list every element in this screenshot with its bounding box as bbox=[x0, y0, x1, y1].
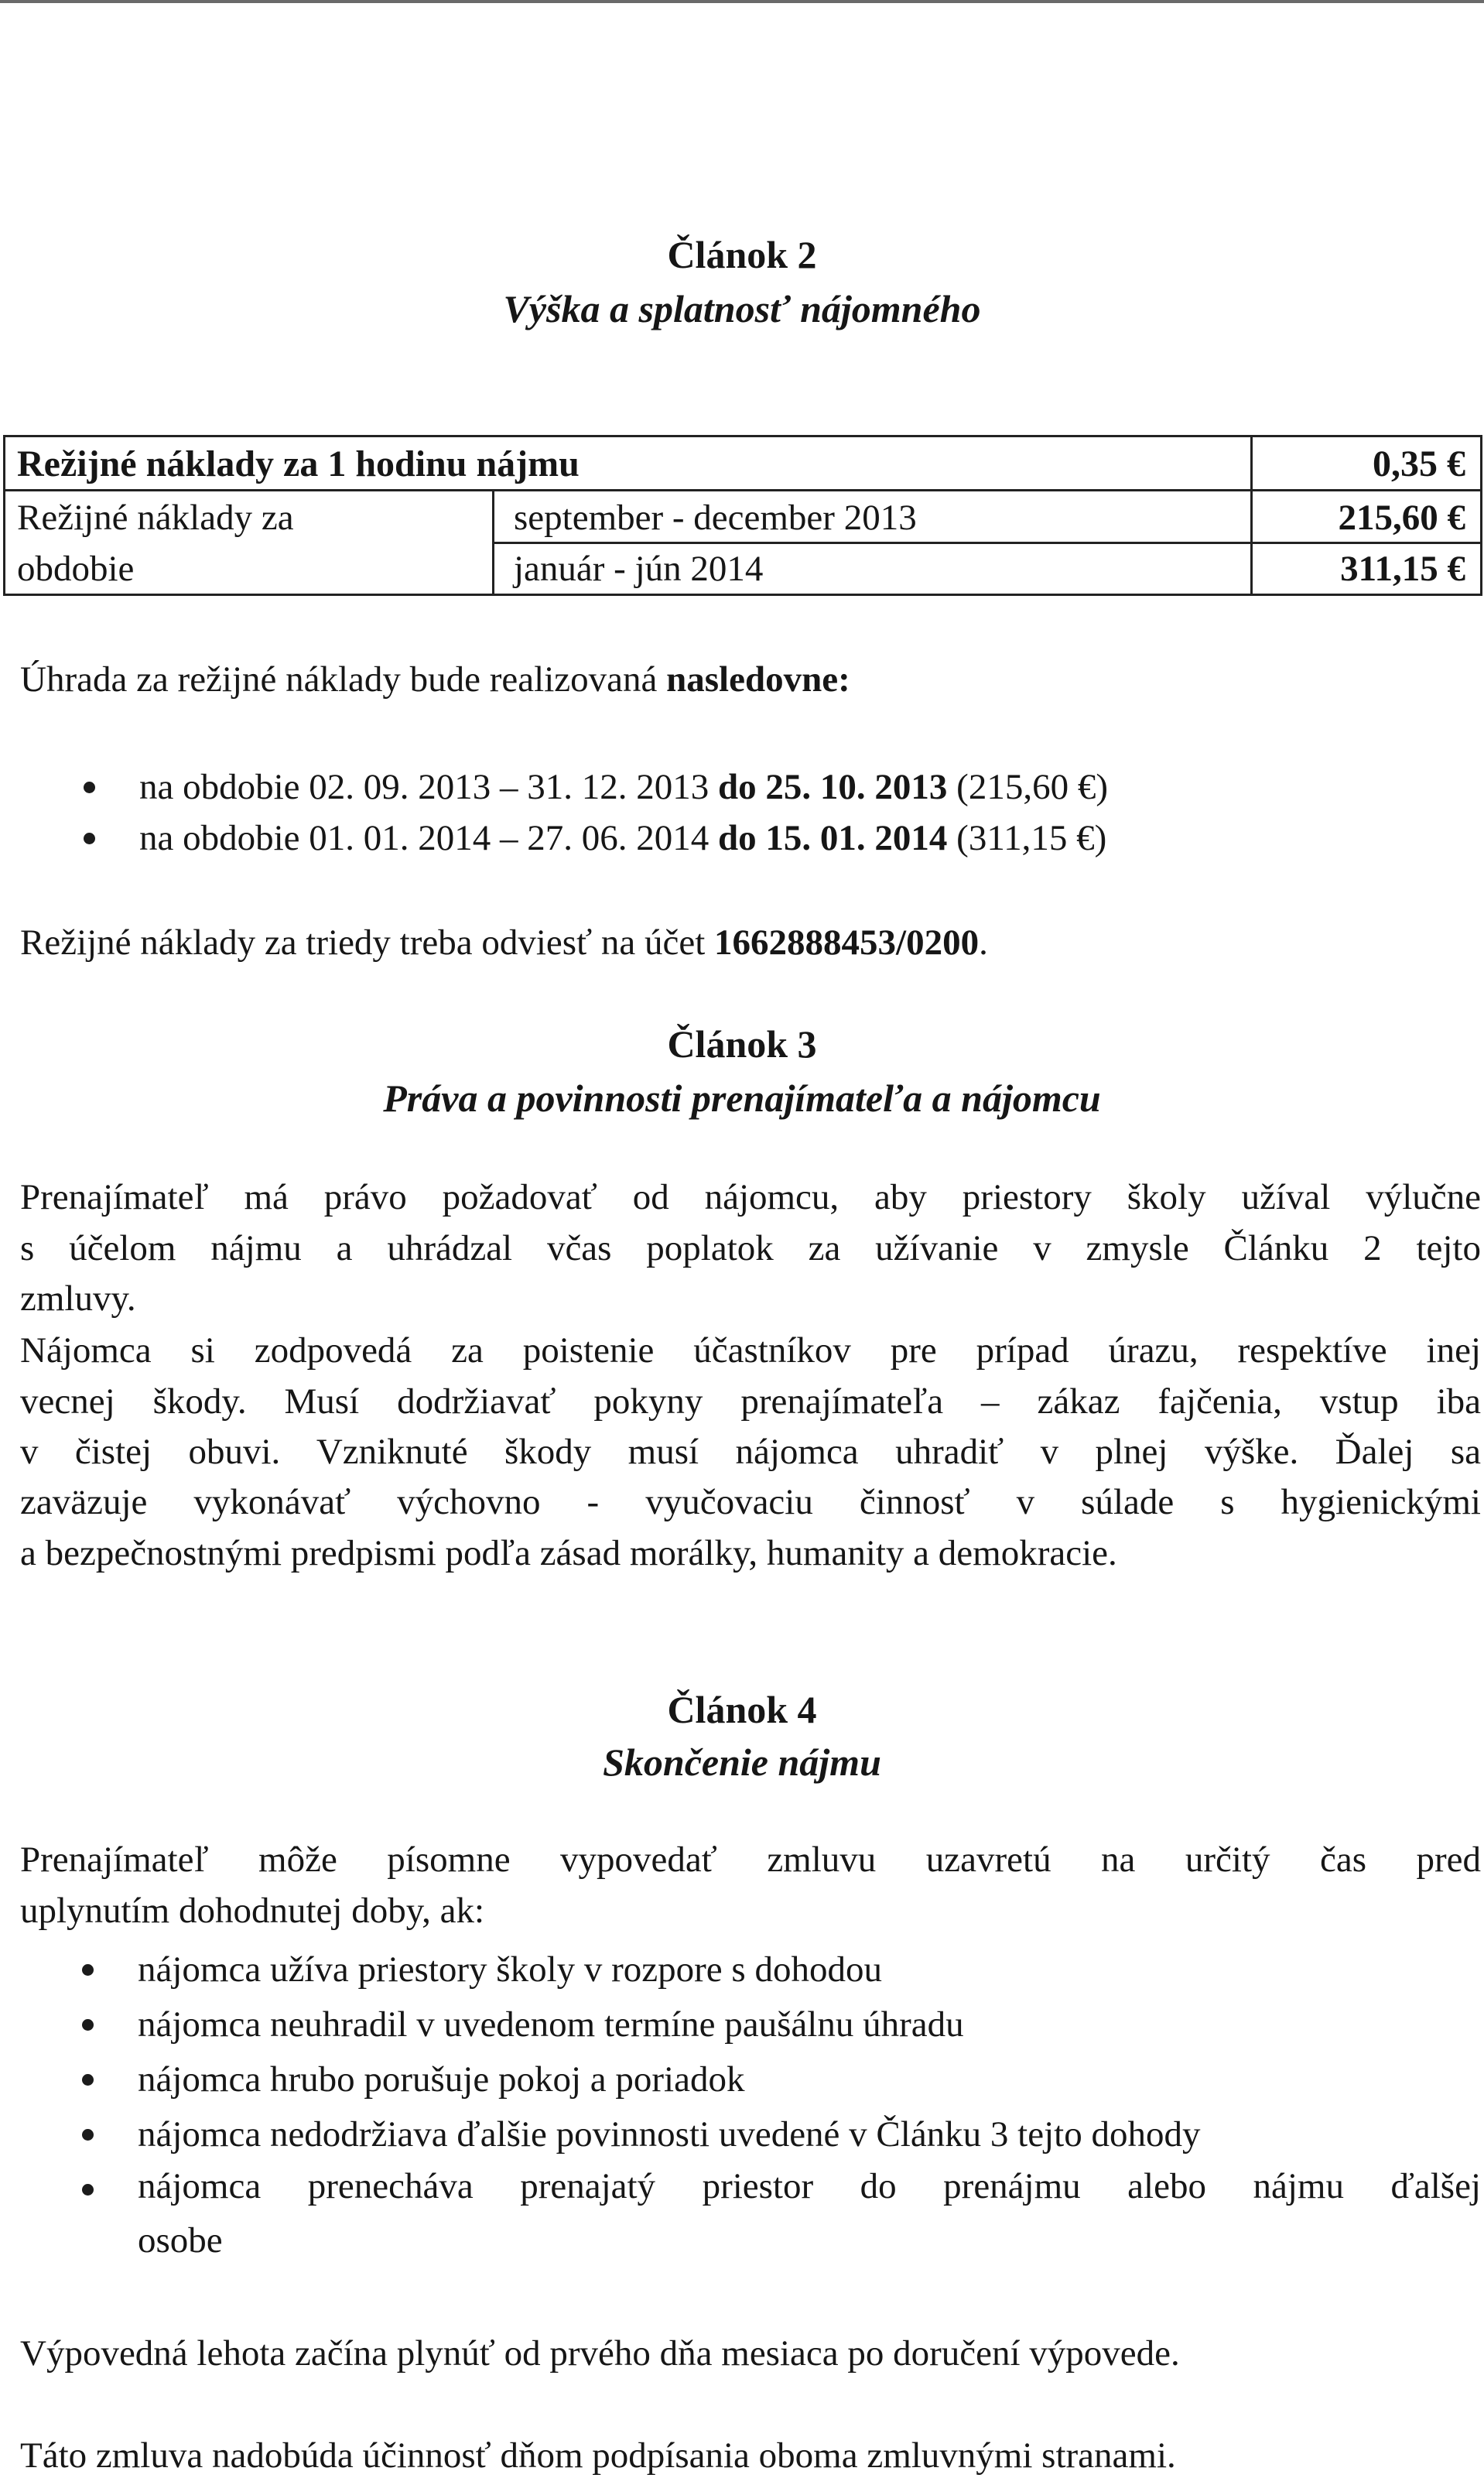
bullet-icon bbox=[84, 833, 95, 844]
article-3-subtitle: Práva a povinnosti prenajímateľa a nájomcu bbox=[383, 1076, 1101, 1120]
payment-intro-bold: nasledovne: bbox=[666, 659, 850, 700]
article-4-title: Článok 4 bbox=[667, 1688, 817, 1731]
payment-item-1 bbox=[139, 766, 1108, 808]
article-3-line-2: s účelom nájmu a uhrádzal včas poplatok za užívanie v zmysle Článku 2 tejto bbox=[20, 1228, 1481, 1268]
termination-item-1 bbox=[138, 1949, 882, 1990]
termination-item-5-text: nájomca prenecháva prenajatý priestor do prenájmu alebo nájmu ďalšej bbox=[138, 2166, 1481, 2206]
article-3-line-1: Prenajímateľ má právo požadovať od nájomcu, aby priestory školy užíval výlučne bbox=[20, 1177, 1481, 1217]
account-number: 1662888453/0200 bbox=[714, 922, 980, 963]
overhead-costs-table bbox=[3, 435, 1482, 596]
article-3-line-5: vecnej škody. Musí dodržiavať pokyny prenajímateľa – zákaz fajčenia, vstup iba bbox=[20, 1381, 1481, 1422]
table-row3-period: január - jún 2014 bbox=[514, 549, 764, 589]
payment-item-2 bbox=[139, 817, 1106, 859]
table-row3-value: 311,15 € bbox=[1340, 549, 1465, 589]
payment-intro bbox=[20, 659, 1481, 700]
payment-item-2-amount: (311,15 €) bbox=[947, 818, 1107, 858]
payment-item-2-text: na obdobie 01. 01. 2014 – 27. 06. 2014 bbox=[139, 818, 719, 858]
termination-item-3-text: nájomca hrubo porušuje pokoj a poriadok bbox=[138, 2059, 745, 2100]
article-3-line-6: v čistej obuvi. Vzniknuté škody musí nájomca uhradiť v plnej výške. Ďalej sa bbox=[20, 1432, 1481, 1472]
termination-item-2-text: nájomca neuhradil v uvedenom termíne paušálnu úhradu bbox=[138, 2004, 964, 2045]
payment-item-1-deadline: do 25. 10. 2013 bbox=[718, 767, 948, 807]
table-period-label-line1: Režijné náklady za bbox=[17, 498, 294, 538]
article-4-intro-line-2: uplynutím dohodnutej doby, ak: bbox=[20, 1891, 485, 1931]
bullet-icon bbox=[82, 2074, 94, 2086]
termination-item-5-continuation: osobe bbox=[138, 2220, 223, 2261]
bullet-icon bbox=[82, 2184, 94, 2196]
table-row1-label: Režijné náklady za 1 hodinu nájmu bbox=[17, 443, 580, 484]
termination-item-1-text: nájomca užíva priestory školy v rozpore s dohodou bbox=[138, 1949, 882, 1990]
payment-item-1-amount: (215,60 €) bbox=[947, 767, 1108, 807]
payment-item-1-text: na obdobie 02. 09. 2013 – 31. 12. 2013 bbox=[139, 767, 719, 807]
termination-item-3 bbox=[138, 2059, 744, 2100]
article-3-title: Článok 3 bbox=[667, 1022, 817, 1066]
article-4-subtitle: Skončenie nájmu bbox=[603, 1740, 881, 1784]
termination-item-4 bbox=[138, 2113, 1200, 2155]
termination-item-4-text: nájomca nedodržiava ďalšie povinnosti uvedené v Článku 3 tejto dohody bbox=[138, 2114, 1201, 2155]
account-line bbox=[20, 922, 1481, 963]
payment-item-2-deadline: do 15. 01. 2014 bbox=[718, 818, 948, 858]
article-3-line-4: Nájomca si zodpovedá za poistenie účastníkov pre prípad úrazu, respektíve inej bbox=[20, 1330, 1481, 1371]
table-period-label-line2: obdobie bbox=[17, 549, 135, 589]
notice-period-text: Výpovedná lehota začína plynúť od prvého dňa mesiaca po doručení výpovede. bbox=[20, 2333, 1180, 2374]
account-end: . bbox=[979, 922, 988, 963]
article-2-title: Článok 2 bbox=[667, 233, 817, 276]
article-4-intro-line-1: Prenajímateľ môže písomne vypovedať zmluvu uzavretú na určitý čas pred bbox=[20, 1840, 1481, 1880]
termination-item-5 bbox=[138, 2168, 1481, 2205]
bullet-icon bbox=[82, 2019, 94, 2031]
table-row2-period: september - december 2013 bbox=[514, 498, 917, 538]
table-row1-value: 0,35 € bbox=[1373, 443, 1465, 484]
scan-top-edge bbox=[0, 0, 1484, 3]
table-row2-value: 215,60 € bbox=[1338, 498, 1465, 538]
effective-date-text: Táto zmluva nadobúda účinnosť dňom podpísania oboma zmluvnými stranami. bbox=[20, 2435, 1176, 2476]
bullet-icon bbox=[84, 782, 95, 793]
payment-intro-text: Úhrada za režijné náklady bude realizovaná bbox=[20, 659, 667, 700]
article-3-line-8: a bezpečnostnými predpismi podľa zásad morálky, humanity a demokracie. bbox=[20, 1533, 1117, 1573]
bullet-icon bbox=[82, 2129, 94, 2141]
termination-item-2 bbox=[138, 2004, 964, 2045]
article-3-line-7: zaväzuje vykonávať výchovno - vyučovaciu činnosť v súlade s hygienickými bbox=[20, 1482, 1481, 1522]
article-3-line-3: zmluvy. bbox=[20, 1278, 136, 1319]
article-2-subtitle: Výška a splatnosť nájomného bbox=[503, 287, 981, 330]
bullet-icon bbox=[82, 1964, 94, 1976]
account-text: Režijné náklady za triedy treba odviesť na účet bbox=[20, 922, 715, 963]
